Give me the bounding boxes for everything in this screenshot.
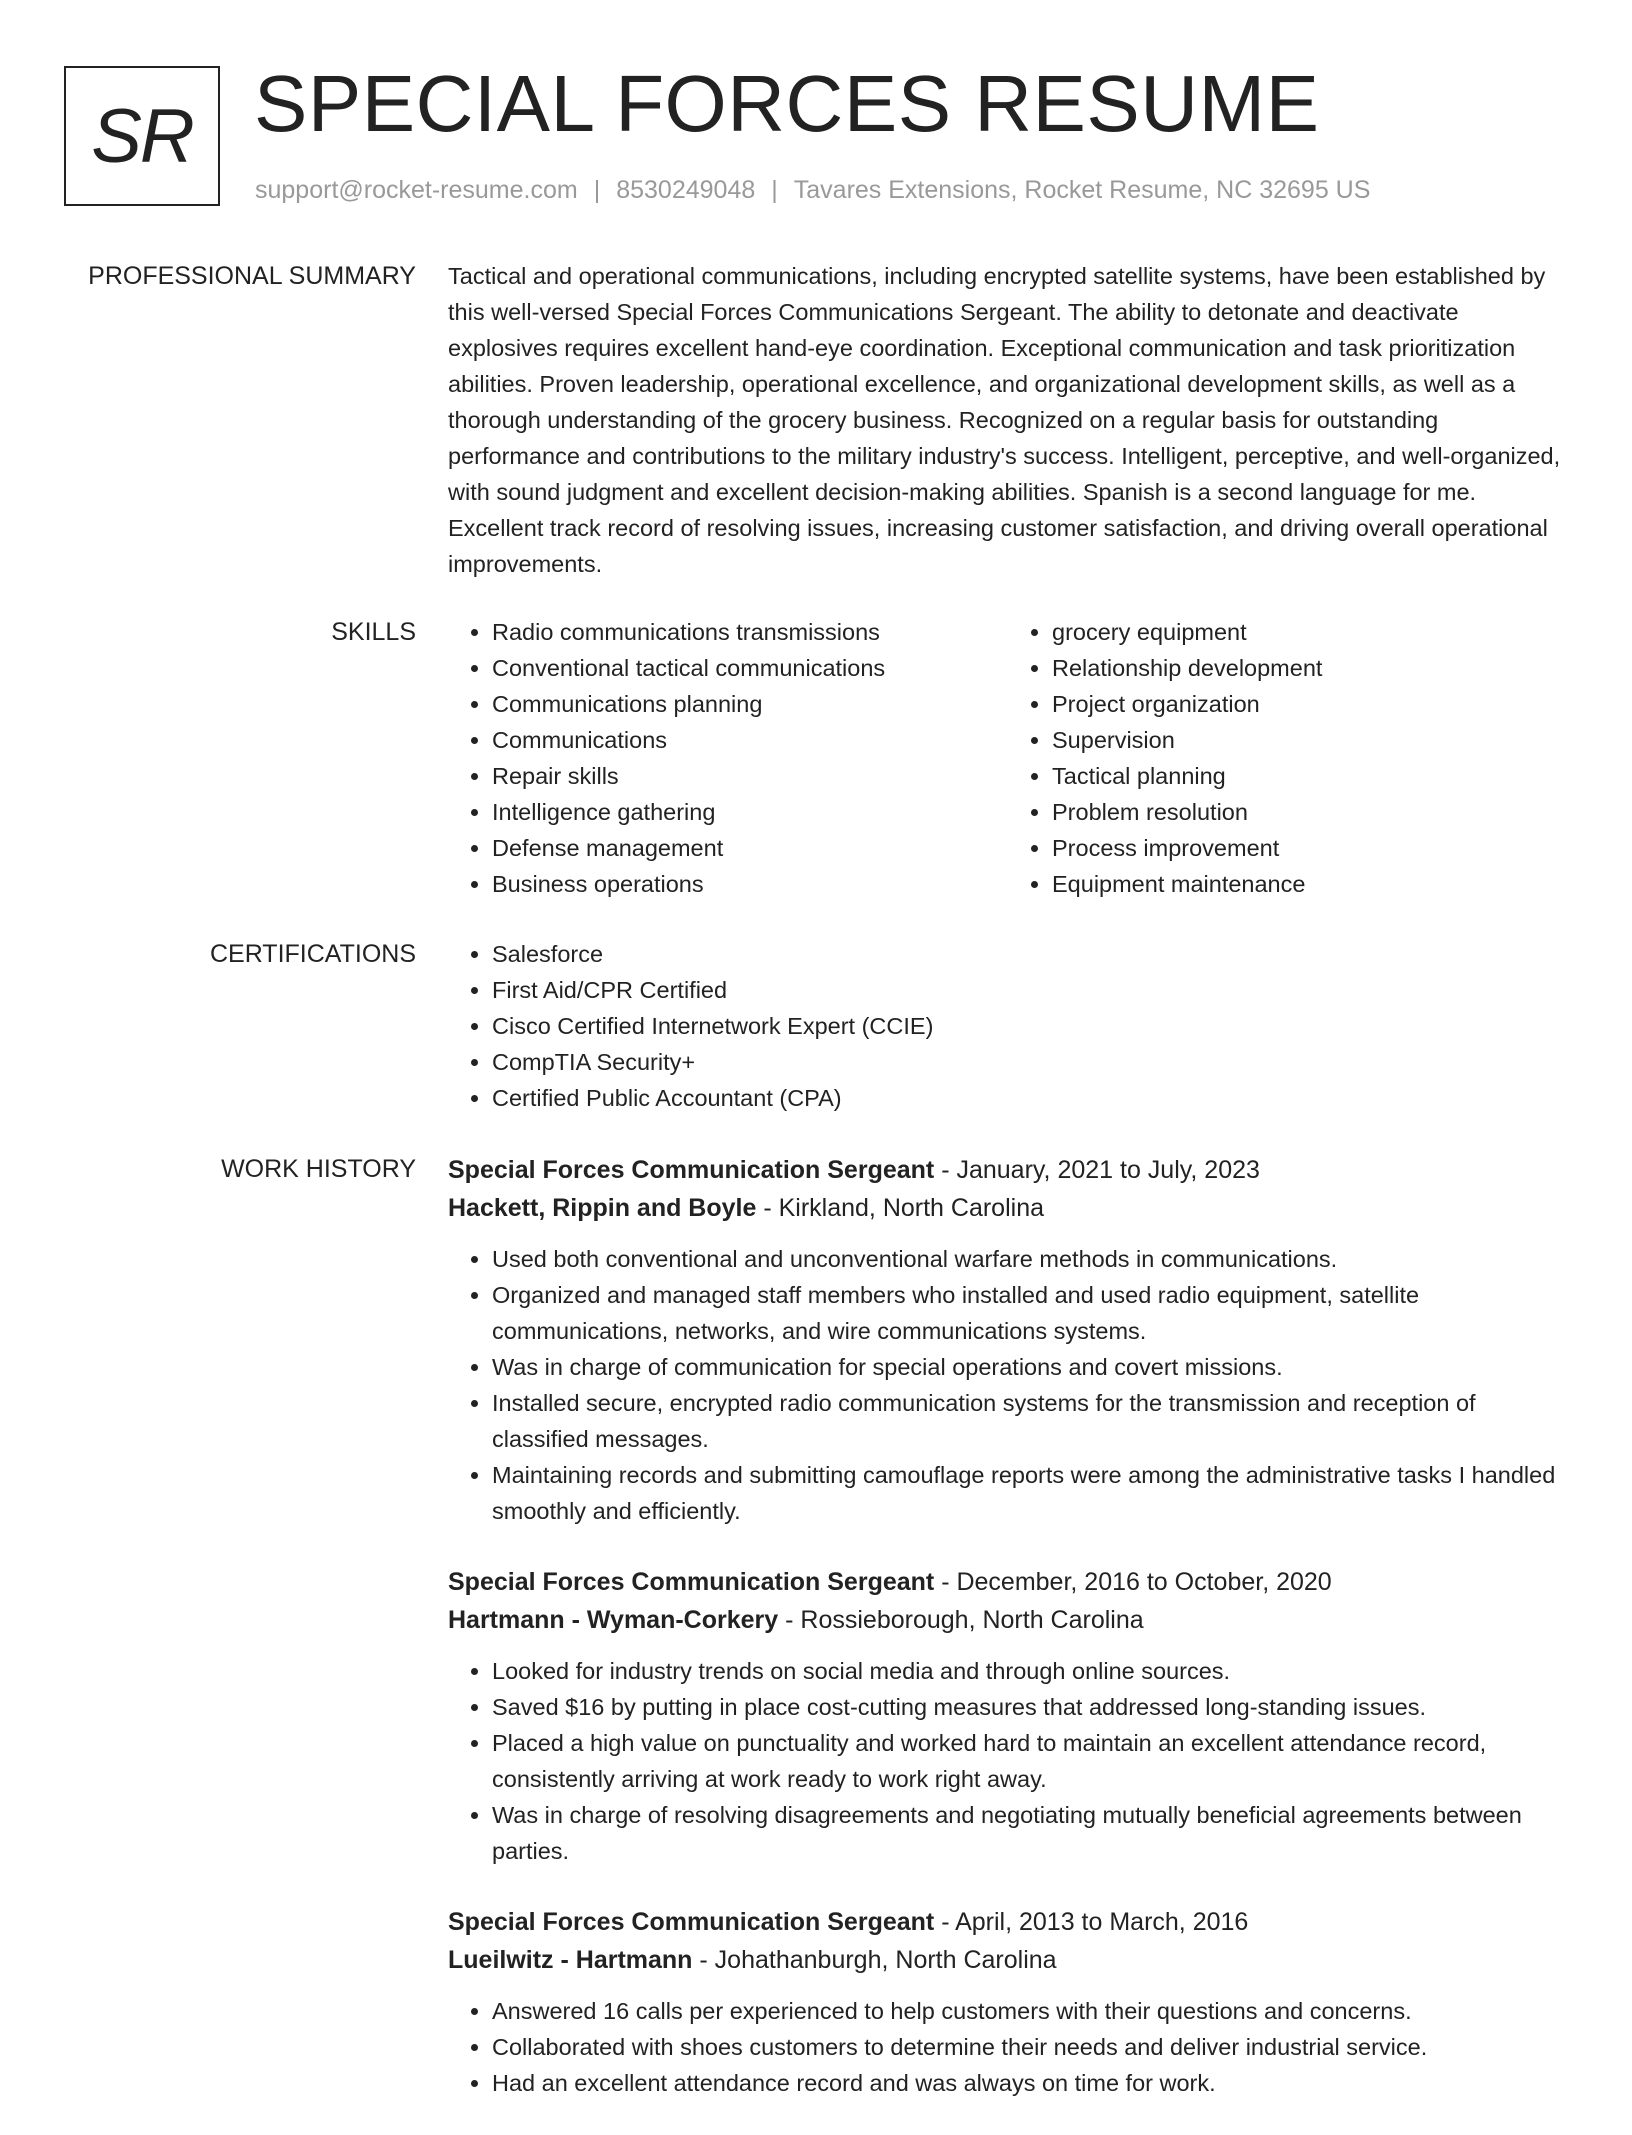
certification-item: • Certified Public Accountant (CPA)	[492, 1080, 1568, 1116]
certification-item: • Salesforce	[492, 936, 1568, 972]
job-bullets	[448, 1241, 1568, 1529]
job-bullet: • Saved $16 by putting in place cost-cutting measures that addressed long-standing issues.	[492, 1689, 1568, 1725]
contact-email: support@rocket-resume.com	[255, 176, 578, 204]
job-bullets	[448, 1993, 1568, 2101]
contact-separator: |	[593, 176, 601, 204]
skill-item: • Communications planning	[492, 686, 1008, 722]
job-title: Special Forces Communication Sergeant	[448, 1908, 935, 1936]
skill-item: • Process improvement	[1052, 830, 1568, 866]
job-company-line	[448, 1601, 1568, 1639]
job-bullet: • Was in charge of communication for special operations and covert missions.	[492, 1349, 1568, 1385]
contact-address: Tavares Extensions, Rocket Resume, NC 32695 US	[793, 176, 1371, 204]
contact-line	[255, 174, 1370, 206]
skills-list-right	[1008, 614, 1568, 902]
job-location: - Johathanburgh, North Carolina	[692, 1946, 1057, 1974]
job-company: Hackett, Rippin and Boyle	[448, 1194, 757, 1222]
job-title-line	[448, 1151, 1568, 1189]
monogram-logo: SR	[64, 66, 220, 206]
job-company: Lueilwitz - Hartmann	[448, 1946, 693, 1974]
job-bullet: • Had an excellent attendance record and was always on time for work.	[492, 2065, 1568, 2101]
job-bullet: • Was in charge of resolving disagreements and negotiating mutually beneficial agreements between parties.	[492, 1797, 1568, 1869]
job-bullet: • Installed secure, encrypted radio communication systems for the transmission and reception of classified messages.	[492, 1385, 1568, 1457]
certifications-list	[448, 936, 1568, 1116]
job-dates: - January, 2021 to July, 2023	[934, 1156, 1260, 1184]
job-company: Hartmann - Wyman-Corkery	[448, 1606, 779, 1634]
certification-item: • CompTIA Security+	[492, 1044, 1568, 1080]
contact-phone: 8530249048	[616, 176, 756, 204]
skill-item: • Equipment maintenance	[1052, 866, 1568, 902]
contact-separator: |	[771, 176, 778, 204]
skill-item: • Communications	[492, 722, 1008, 758]
job-bullet: • Organized and managed staff members who installed and used radio equipment, satellite communications, networks, and wire communications systems.	[492, 1277, 1568, 1349]
skill-item: • Problem resolution	[1052, 794, 1568, 830]
job-company-line	[448, 1189, 1568, 1227]
certification-item: • First Aid/CPR Certified	[492, 972, 1568, 1008]
skill-item: • Business operations	[492, 866, 1008, 902]
certification-item: • Cisco Certified Internetwork Expert (CCIE)	[492, 1008, 1568, 1044]
certifications-body	[448, 936, 1568, 1116]
skill-item: • Radio communications transmissions	[492, 614, 1008, 650]
job-bullet: • Maintaining records and submitting camouflage reports were among the administrative tasks I handled smoothly and efficiently.	[492, 1457, 1568, 1529]
job-title: Special Forces Communication Sergeant	[448, 1568, 935, 1596]
job-company-line	[448, 1941, 1568, 1979]
skill-item: • Conventional tactical communications	[492, 650, 1008, 686]
job-bullet: • Answered 16 calls per experienced to help customers with their questions and concerns.	[492, 1993, 1568, 2029]
job-title-line	[448, 1903, 1568, 1941]
work-history-body	[448, 1151, 1568, 2135]
resume-title: SPECIAL FORCES RESUME	[254, 59, 1320, 148]
job-bullets	[448, 1653, 1568, 1869]
skills-heading: SKILLS	[331, 618, 416, 646]
skill-item: • Defense management	[492, 830, 1008, 866]
skill-item: • Repair skills	[492, 758, 1008, 794]
job-title-line	[448, 1563, 1568, 1601]
job-title: Special Forces Communication Sergeant	[448, 1156, 935, 1184]
job-dates: - December, 2016 to October, 2020	[934, 1568, 1332, 1596]
skill-item: • Supervision	[1052, 722, 1568, 758]
job-bullet: • Collaborated with shoes customers to determine their needs and deliver industrial service.	[492, 2029, 1568, 2065]
summary-body	[448, 258, 1568, 582]
work-history-heading: WORK HISTORY	[221, 1155, 416, 1183]
skill-item: • Project organization	[1052, 686, 1568, 722]
certifications-heading: CERTIFICATIONS	[209, 940, 416, 968]
summary-text: Tactical and operational communications, including encrypted satellite systems, have been established by this well-versed Special Forces Communications Sergeant. The ability to detonate and deactivate explosives requires excellent hand-eye coordination. Exceptional communication and task prioritization abilities. Proven leadership, operational excellence, and organizational development skills, as well as a thorough understanding of the grocery business. Recognized on a regular basis for outstanding performance and contributions to the military industry's success. Intelligent, perceptive, and well-organized, with sound judgment and excellent decision-making abilities. Spanish is a second language for me. Excellent track record of resolving issues, increasing customer satisfaction, and driving overall operational improvements.	[448, 263, 1561, 577]
job-entry	[448, 1563, 1568, 1869]
skills-list-left	[448, 614, 1008, 902]
job-bullet: • Used both conventional and unconventional warfare methods in communications.	[492, 1241, 1568, 1277]
job-location: - Rossieborough, North Carolina	[778, 1606, 1144, 1634]
summary-heading: PROFESSIONAL SUMMARY	[88, 262, 416, 290]
skill-item: • Relationship development	[1052, 650, 1568, 686]
skill-item: • grocery equipment	[1052, 614, 1568, 650]
job-location: - Kirkland, North Carolina	[756, 1194, 1045, 1222]
job-entry	[448, 1151, 1568, 1529]
job-bullet: • Looked for industry trends on social media and through online sources.	[492, 1653, 1568, 1689]
skill-item: • Tactical planning	[1052, 758, 1568, 794]
job-dates: - April, 2013 to March, 2016	[934, 1908, 1249, 1936]
skill-item: • Intelligence gathering	[492, 794, 1008, 830]
job-entry	[448, 1903, 1568, 2101]
skills-body	[448, 614, 1568, 902]
job-bullet: • Placed a high value on punctuality and worked hard to maintain an excellent attendance record, consistently arriving at work ready to work right away.	[492, 1725, 1568, 1797]
